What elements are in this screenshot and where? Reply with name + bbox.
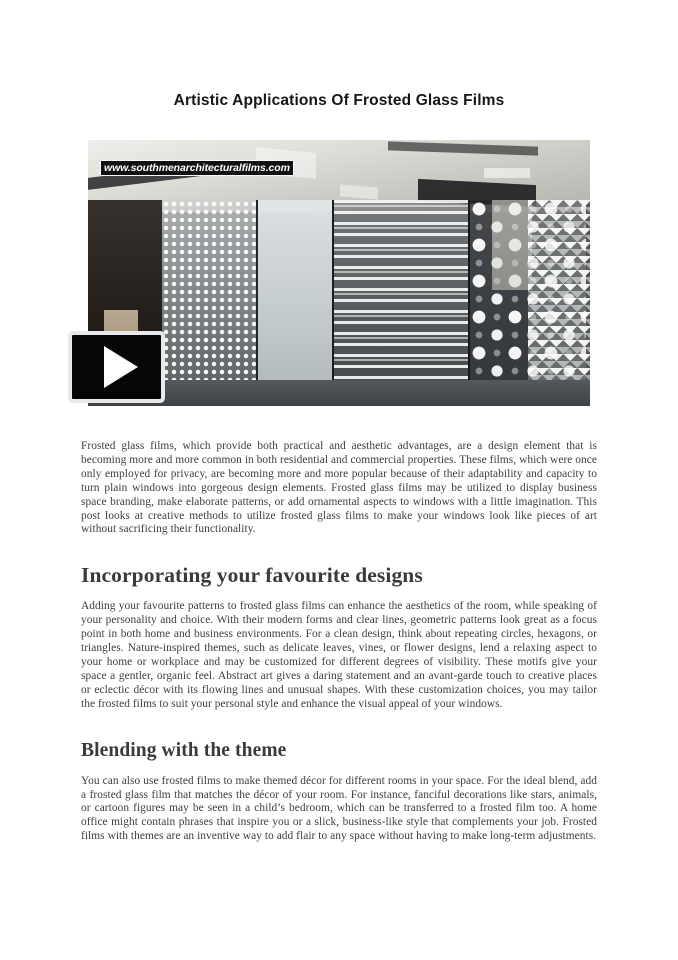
frosted-pattern [258,200,334,406]
section-paragraph-1: Adding your favourite patterns to frosted glass films can enhance the aesthetics of the room, while speaking of your personality and choice. With their modern forms and clear lines, geometric patterns look great as a focus point in both home and business environments. For a clean design, think about repeating circles, hexagons, or triangles. Nature-inspired themes, such as delicate leaves, vines, or flower designs, lend a relaxing aspect to your home or workplace and may be customized for different degrees of visibility. These motifs give your space a gentler, organic feel. Abstract art gives a daring statement and an avant-garde touch to creative places or eclectic décor with its flowing lines and unusual shapes. With these customization choices, you may tailor the frosted films to suit your personal style and enhance the visual appeal of your windows. [81,600,597,710]
glass-panel-triangle-pattern [528,200,590,406]
panel-mullion-4 [332,200,334,406]
section-heading-2: Blending with the theme [81,739,287,761]
panel-mullion-3 [468,200,470,406]
ceiling-light-panel [484,168,530,178]
article-content [81,440,597,844]
video-play-button[interactable] [68,331,165,403]
glass-panel-wave-pattern [334,200,470,406]
panel-mullion-5 [256,200,258,406]
glass-panel-dot-pattern [162,200,258,406]
intro-paragraph: Frosted glass films, which provide both practical and aesthetic advantages, are a design element that is becoming more and more common in both residential and commercial properties. These films, which were once only employed for privacy, are becoming more and more popular because of their adaptability and capacity to turn plain windows into gorgeous design elements. Frosted glass films may be utilized to display business space branding, make elaborate patterns, or add ornamental aspects to windows with a little imagination. This post looks at creative methods to utilize frosted glass films to make your windows look like pieces of art without sacrificing their functionality. [81,440,597,536]
glass-panel-frosted [258,200,334,406]
play-icon [104,346,138,388]
watermark-text: www.southmenarchitecturalfilms.com [100,160,294,176]
page-title: Artistic Applications Of Frosted Glass Films [173,92,505,110]
section-paragraph-2: You can also use frosted films to make themed décor for different rooms in your space. For the ideal blend, add a frosted glass film that matches the décor of your room. For instance, fanciful decorations like stars, animals, or cartoon figures may be seen in a child’s bedroom, which can be transferred to a frosted film too. A home office might contain phrases that inspire you or a slick, business-like style that complements your job. Frosted films with themes are an inventive way to add flair to any space without having to make long-term adjustments. [81,774,597,843]
dot-pattern [162,200,258,406]
background-wall-light [492,200,532,290]
triangle-pattern [528,200,590,406]
wave-pattern [334,200,470,406]
section-heading-1: Incorporating your favourite designs [81,563,423,588]
